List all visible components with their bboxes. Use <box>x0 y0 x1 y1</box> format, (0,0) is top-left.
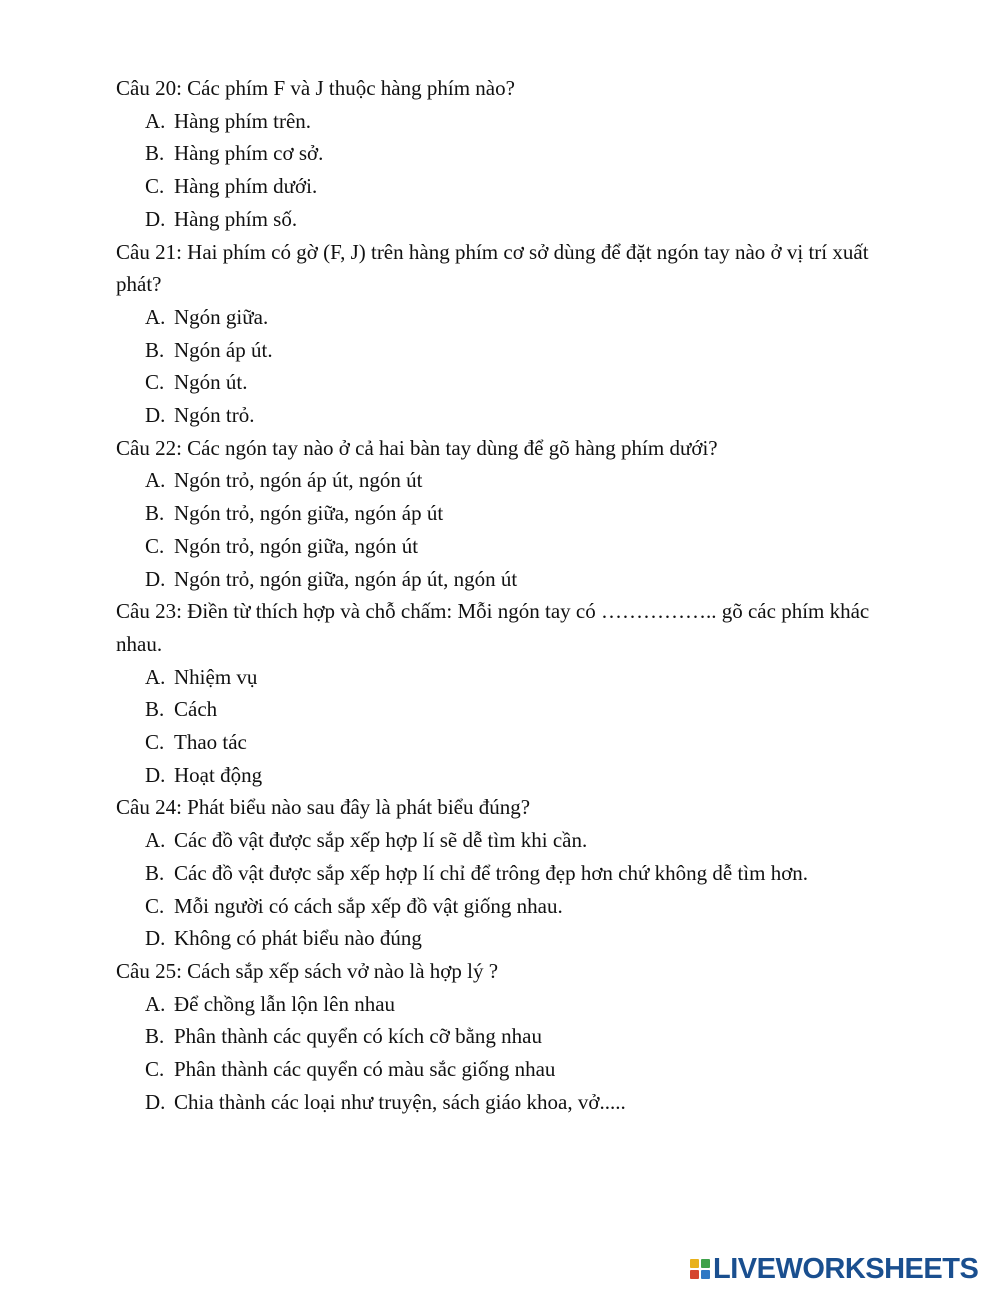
option-letter: C. <box>145 533 165 558</box>
question-text: Câu 24: Phát biểu nào sau đây là phát biểu đúng? <box>116 795 531 820</box>
question-20 <box>116 72 916 236</box>
option-text: Các đồ vật được sắp xếp hợp lí chỉ để trông đẹp hơn chứ không dễ tìm hơn. <box>174 860 809 885</box>
option-c[interactable] <box>116 170 916 203</box>
question-23 <box>116 595 916 791</box>
option-text: Ngón giữa. <box>174 304 269 329</box>
option-letter: A. <box>145 828 166 853</box>
option-d[interactable] <box>116 563 916 596</box>
option-text: Thao tác <box>174 730 247 755</box>
option-letter: D. <box>145 206 166 231</box>
option-letter: B. <box>145 141 165 166</box>
option-text: Hàng phím số. <box>174 206 298 231</box>
option-text: Ngón trỏ, ngón áp út, ngón út <box>174 468 423 493</box>
option-letter: A. <box>145 304 166 329</box>
liveworksheets-logo-icon <box>690 1259 710 1279</box>
question-22 <box>116 432 916 596</box>
option-text: Hoạt động <box>174 762 263 787</box>
option-text: Ngón trỏ. <box>174 403 255 428</box>
liveworksheets-brand <box>690 1254 978 1284</box>
option-text: Không có phát biểu nào đúng <box>174 926 422 951</box>
option-letter: C. <box>145 174 165 199</box>
option-letter: B. <box>145 697 165 722</box>
option-letter: C. <box>145 1057 165 1082</box>
option-text: Phân thành các quyển có màu sắc giống nhau <box>174 1057 556 1082</box>
option-a[interactable] <box>116 464 916 497</box>
option-text: Chia thành các loại như truyện, sách giáo khoa, vở..... <box>174 1089 626 1114</box>
option-text: Ngón út. <box>174 370 248 395</box>
option-letter: D. <box>145 1089 166 1114</box>
question-21 <box>116 236 916 432</box>
option-c[interactable] <box>116 1053 916 1086</box>
question-text: Câu 22: Các ngón tay nào ở cả hai bàn tay dùng để gõ hàng phím dưới? <box>116 435 718 460</box>
option-text: Nhiệm vụ <box>174 664 258 689</box>
brand-text: LIVEWORKSHEETS <box>713 1252 979 1285</box>
logo-tile <box>690 1270 699 1279</box>
option-a[interactable] <box>116 105 916 138</box>
option-b[interactable] <box>116 857 916 890</box>
option-text: Mỗi người có cách sắp xếp đồ vật giống nhau. <box>174 893 563 918</box>
option-text: Hàng phím dưới. <box>174 174 318 199</box>
option-letter: B. <box>145 860 165 885</box>
option-text: Cách <box>174 697 218 722</box>
option-text: Ngón áp út. <box>174 337 273 362</box>
option-text: Các đồ vật được sắp xếp hợp lí sẽ dễ tìm khi cần. <box>174 828 588 853</box>
option-text: Hàng phím trên. <box>174 108 312 133</box>
option-a[interactable] <box>116 301 916 334</box>
question-text: Câu 21: Hai phím có gờ (F, J) trên hàng phím cơ sở dùng để đặt ngón tay nào ở vị trí xuất phát? <box>116 239 869 297</box>
option-letter: B. <box>145 501 165 526</box>
option-text: Để chồng lẫn lộn lên nhau <box>174 991 396 1016</box>
option-d[interactable] <box>116 759 916 792</box>
logo-tile <box>701 1259 710 1268</box>
option-text: Ngón trỏ, ngón giữa, ngón áp út, ngón út <box>174 566 518 591</box>
option-d[interactable] <box>116 399 916 432</box>
option-a[interactable] <box>116 661 916 694</box>
option-letter: D. <box>145 403 166 428</box>
logo-tile <box>701 1270 710 1279</box>
question-text: Câu 20: Các phím F và J thuộc hàng phím nào? <box>116 76 515 100</box>
question-25 <box>116 955 916 1119</box>
option-text: Ngón trỏ, ngón giữa, ngón út <box>174 533 419 558</box>
option-c[interactable] <box>116 890 916 923</box>
question-text: Câu 23: Điền từ thích hợp và chỗ chấm: Mỗi ngón tay có …………….. gõ các phím khác nhau. <box>116 599 870 656</box>
option-letter: C. <box>145 730 165 755</box>
option-letter: A. <box>145 468 166 493</box>
worksheet <box>116 72 916 1119</box>
option-b[interactable] <box>116 693 916 726</box>
option-letter: B. <box>145 337 165 362</box>
option-d[interactable] <box>116 1086 916 1119</box>
option-letter: B. <box>145 1024 165 1049</box>
option-letter: C. <box>145 370 165 395</box>
option-b[interactable] <box>116 137 916 170</box>
option-letter: A. <box>145 991 166 1016</box>
option-d[interactable] <box>116 203 916 236</box>
question-24 <box>116 791 916 955</box>
option-text: Phân thành các quyển có kích cỡ bằng nhau <box>174 1024 542 1049</box>
option-text: Hàng phím cơ sở. <box>174 141 324 166</box>
option-a[interactable] <box>116 824 916 857</box>
option-b[interactable] <box>116 1020 916 1053</box>
option-c[interactable] <box>116 530 916 563</box>
option-a[interactable] <box>116 988 916 1021</box>
option-letter: D. <box>145 926 166 951</box>
option-letter: C. <box>145 893 165 918</box>
option-letter: A. <box>145 108 166 133</box>
option-text: Ngón trỏ, ngón giữa, ngón áp út <box>174 501 444 526</box>
option-letter: D. <box>145 566 166 591</box>
logo-tile <box>690 1259 699 1268</box>
option-c[interactable] <box>116 726 916 759</box>
option-c[interactable] <box>116 366 916 399</box>
question-text: Câu 25: Cách sắp xếp sách vở nào là hợp lý ? <box>116 958 499 983</box>
option-letter: A. <box>145 664 166 689</box>
option-letter: D. <box>145 762 166 787</box>
option-b[interactable] <box>116 334 916 367</box>
option-b[interactable] <box>116 497 916 530</box>
option-d[interactable] <box>116 922 916 955</box>
